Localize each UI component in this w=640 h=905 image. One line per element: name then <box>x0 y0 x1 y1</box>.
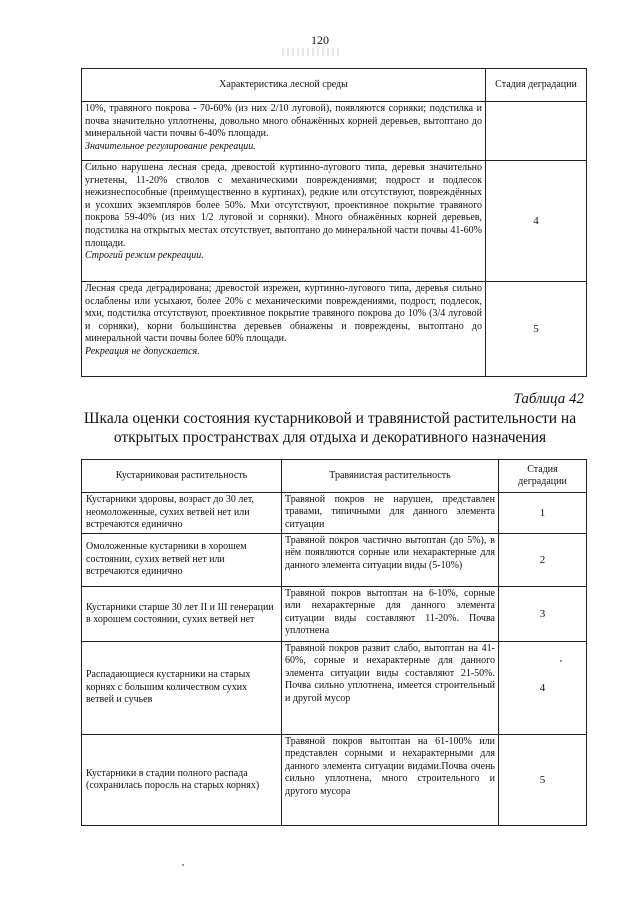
table-row <box>82 282 587 377</box>
table-header-row <box>82 460 587 493</box>
stage-cell: 2 <box>499 534 587 587</box>
table-row <box>82 534 587 587</box>
herb-cell: Травяной покров частично вытоптан (до 5%), в нём появляются сорные или нехарактерные для данного элемента ситуации виды (5-10%) <box>282 534 499 587</box>
table-title <box>60 409 600 447</box>
table-row <box>82 735 587 826</box>
stage-cell: 5 <box>486 282 587 377</box>
scan-artifact <box>282 48 342 56</box>
header-stage: Стадия деградации <box>499 460 587 493</box>
stage-cell: 4 <box>486 161 587 282</box>
table-title-line2: открытых пространствах для отдыха и декоративного назначения <box>113 429 547 446</box>
vegetation-scale-table <box>81 459 587 826</box>
stage-cell: 1 <box>499 493 587 534</box>
stage-cell: 4 <box>499 642 587 735</box>
table-row <box>82 587 587 642</box>
table-title-line1: Шкала оценки состояния кустарниковой и травянистой растительности на <box>83 410 577 427</box>
stage-cell <box>486 102 587 161</box>
herb-cell: Травяной покров вытоптан на 6-10%, сорные или нехарактерные для данного элемента ситуации виды составляют 11-20%. Почва уплотнена <box>282 587 499 642</box>
header-herb: Травянистая растительность <box>282 460 499 493</box>
scan-speck <box>560 660 562 662</box>
herb-cell: Травяной покров не нарушен, представлен травами, типичными для данного элемента ситуации <box>282 493 499 534</box>
table-row <box>82 493 587 534</box>
header-stage: Стадия деградации <box>486 69 587 102</box>
characteristic-cell <box>82 161 486 282</box>
recreation-regime: Строгий режим рекреации. <box>85 250 204 262</box>
shrub-cell: Распадающиеся кустарники на старых корнях с большим количеством сухих ветвей и сучьев <box>82 642 282 735</box>
table-row <box>82 642 587 735</box>
table-label: Таблица 42 <box>513 391 584 407</box>
shrub-cell: Кустарники в стадии полного распада (сохранилась поросль на старых корнях) <box>82 735 282 826</box>
scan-speck <box>182 864 184 866</box>
shrub-cell: Кустарники здоровы, возраст до 30 лет, неомоложенные, сухих ветвей нет или встречаются единично <box>82 493 282 534</box>
recreation-regime: Значительное регулирование рекреации. <box>85 140 256 152</box>
forest-environment-table <box>81 68 587 377</box>
table-row <box>82 161 587 282</box>
herb-cell: Травяной покров развит слабо, вытоптан на 41-60%, сорные и нехарактерные для данного элемента ситуации виды составляют 21-50%. Почва сильно уплотнена, имеется строительный и другой мусор <box>282 642 499 735</box>
characteristic-text: 10%, травяного покрова - 70-60% (из них 2/10 луговой), появляются сорняки; подстилка и почва значительно уплотнены, довольно много обнажённых корней деревьев, вытоптано до минеральной части почвы 6-40% площади. <box>85 103 482 140</box>
herb-cell: Травяной покров вытоптан на 61-100% или представлен сорными и нехарактерными для данного элемента ситуации видами.Почва очень сильно уплотнена, много строительного и другого мусора <box>282 735 499 826</box>
characteristic-cell <box>82 282 486 377</box>
table-row <box>82 102 587 161</box>
shrub-cell: Омоложенные кустарники в хорошем состоянии, сухих ветвей нет или встречаются единично <box>82 534 282 587</box>
characteristic-text: Лесная среда деградирована; древостой изрежен, куртинно-лугового типа, деревья сильно ослаблены или усыхают, более 20% с механическими повреждениями, подрост, подлесок, мхи, подстилка отсутствуют, проективное покрытие травяного покрова до 10% (3/4 луговой и сорняки), корни большинства деревьев обнажены и повреждены, вытоптано до минеральной части почвы более 60% площади. <box>85 283 482 345</box>
table-header-row <box>82 69 587 102</box>
recreation-regime: Рекреация не допускается. <box>85 345 200 357</box>
characteristic-text: Сильно нарушена лесная среда, древостой куртинно-лугового типа, деревья значительно угнетены, 11-20% стволов с механическими повреждениями; подрост и подлесок нежизнеспособные (преимущественно в куртинах), редкие или отсутствуют, повреждённых и усохших экземпляров более 50%. Мхи отсутствуют, проективное покрытие травяного покрова 59-40% (из них 1/2 луговой и сорняки). Много обнажённых корней деревьев, подстилка на открытых местах отсутствует, вытоптано до минеральной части почвы 41-60% площади. <box>85 162 482 249</box>
stage-cell: 3 <box>499 587 587 642</box>
page-number: 120 <box>311 33 329 47</box>
stage-cell: 5 <box>499 735 587 826</box>
header-shrub: Кустарниковая растительность <box>82 460 282 493</box>
characteristic-cell <box>82 102 486 161</box>
shrub-cell: Кустарники старше 30 лет II и III генерации в хорошем состоянии, сухих ветвей нет <box>82 587 282 642</box>
header-characteristic: Характеристика лесной среды <box>82 69 486 102</box>
